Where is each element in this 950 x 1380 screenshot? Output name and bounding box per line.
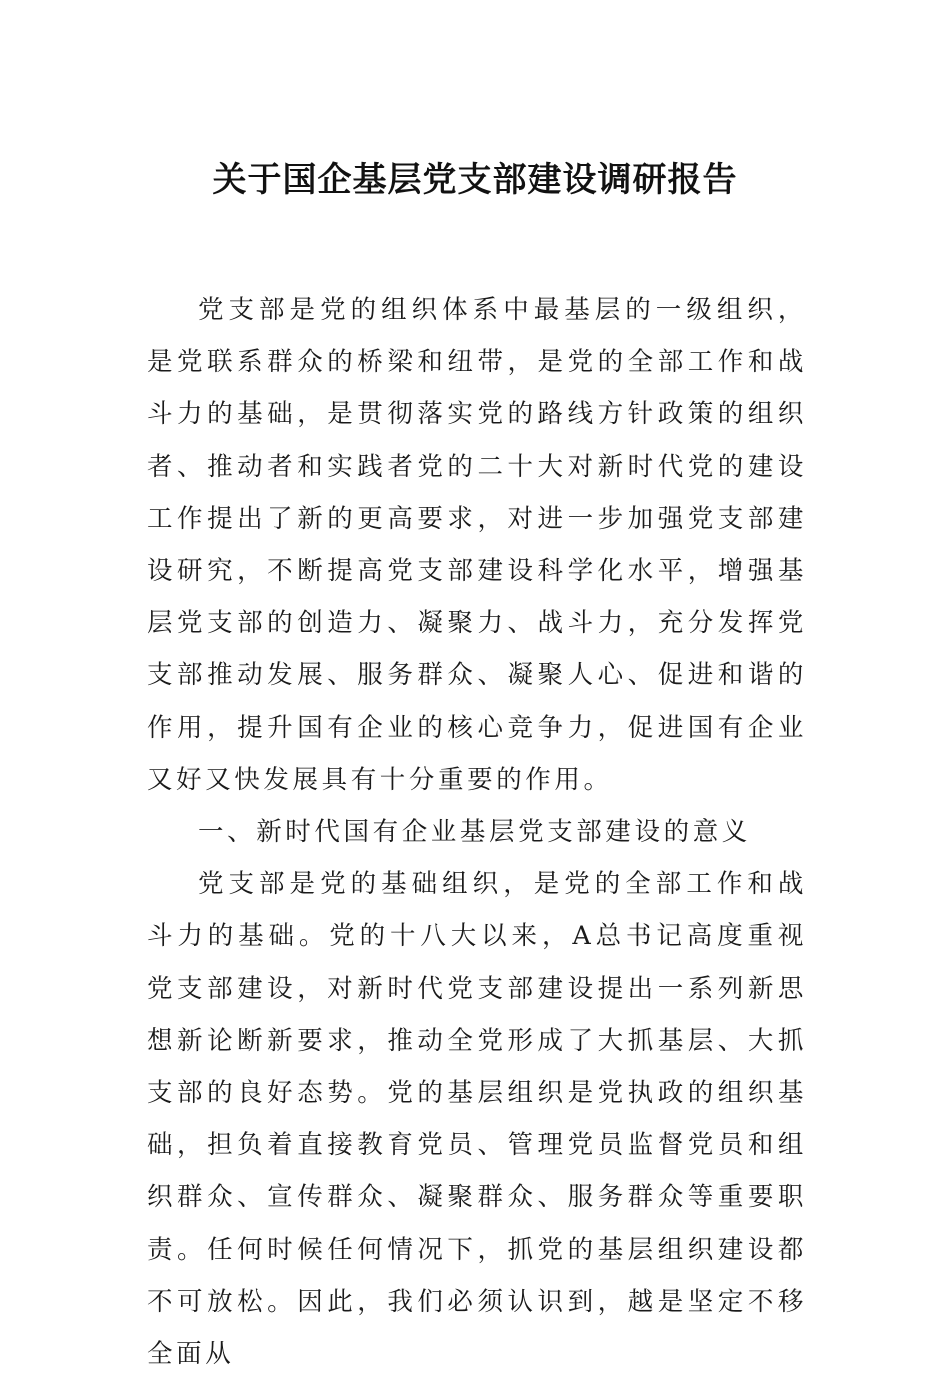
document-body [147, 284, 807, 1380]
paragraph-section-1: 党支部是党的基础组织，是党的全部工作和战斗力的基础。党的十八大以来，A总书记高度重视党支部建设，对新时代党支部建设提出一系列新思想新论断新要求，推动全党形成了大抓基层、大抓支部的良好态势。党的基层组织是党执政的组织基础，担负着直接教育党员、管理党员监督党员和组织群众、宣传群众、凝聚群众、服务群众等重要职责。任何时候任何情况下，抓党的基层组织建设都不可放松。因此，我们必须认识到，越是坚定不移全面从 [147, 869, 807, 1370]
paragraph-intro: 党支部是党的组织体系中最基层的一级组织，是党联系群众的桥梁和纽带，是党的全部工作和战斗力的基础，是贯彻落实党的路线方针政策的组织者、推动者和实践者党的二十大对新时代党的建设工作提出了新的更高要求，对进一步加强党支部建设研究，不断提高党支部建设科学化水平，增强基层党支部的创造力、凝聚力、战斗力，充分发挥党支部推动发展、服务群众、凝聚人心、促进和谐的作用，提升国有企业的核心竞争力，促进国有企业又好又快发展具有十分重要的作用。 [147, 295, 807, 795]
document-title: 关于国企基层党支部建设调研报告 [212, 160, 738, 200]
section-heading-1: 一、新时代国有企业基层党支部建设的意义 [198, 817, 751, 848]
